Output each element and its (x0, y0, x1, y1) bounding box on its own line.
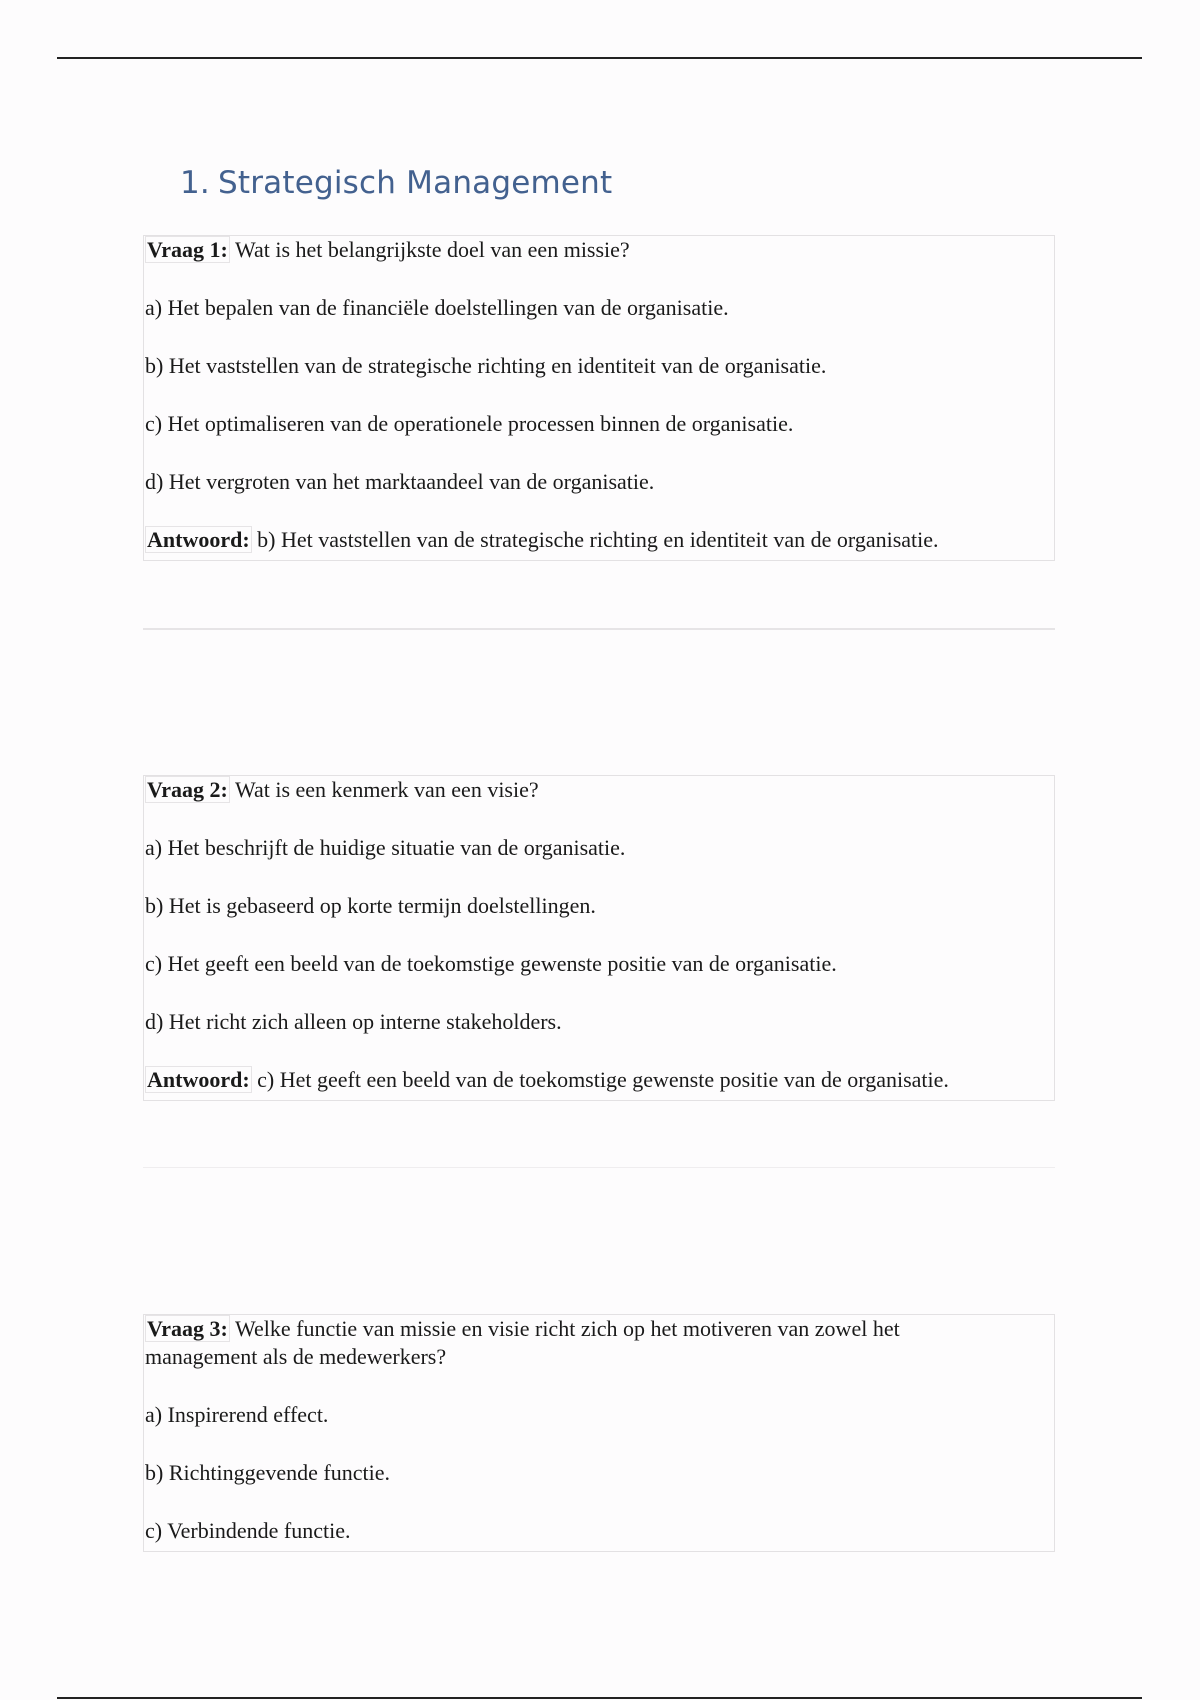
question-2-answer-label: Antwoord: (147, 1067, 250, 1092)
header-rule (57, 57, 1142, 59)
question-3-box (143, 1314, 1055, 1552)
question-2-label: Vraag 2: (147, 777, 228, 802)
section-heading (180, 165, 612, 201)
separator (143, 1167, 1055, 1168)
question-3-option-b: b) Richtinggevende functie. (145, 1460, 390, 1485)
question-1-option-d: d) Het vergroten van het marktaandeel van de organisatie. (145, 469, 655, 494)
question-2-answer (145, 1066, 1054, 1094)
question-1-option-b: b) Het vaststellen van de strategische richting en identiteit van de organisatie. (145, 353, 827, 378)
separator (143, 628, 1055, 630)
section-title: Strategisch Management (217, 165, 613, 201)
question-2-option-b: b) Het is gebaseerd op korte termijn doelstellingen. (145, 893, 596, 918)
question-2-option-c: c) Het geeft een beeld van de toekomstige gewenste positie van de organisatie. (145, 951, 837, 976)
question-1-option-c: c) Het optimaliseren van de operationele processen binnen de organisatie. (145, 411, 794, 436)
question-3-option-c: c) Verbindende functie. (145, 1518, 351, 1543)
footer-rule (57, 1697, 1142, 1699)
question-1-answer-label: Antwoord: (147, 527, 250, 552)
section-number: 1. (180, 165, 210, 201)
question-2-answer-text: c) Het geeft een beeld van de toekomstige gewenste positie van de organisatie. (257, 1067, 949, 1092)
question-1-box (143, 235, 1055, 561)
question-1-label: Vraag 1: (147, 237, 228, 262)
question-1-answer-text: b) Het vaststellen van de strategische richting en identiteit van de organisatie. (257, 527, 939, 552)
question-1-text: Wat is het belangrijkste doel van een missie? (234, 237, 630, 262)
question-3-text: Welke functie van missie en visie richt zich op het motiveren van zowel het management als de medewerkers? (145, 1316, 900, 1369)
question-3-option-a: a) Inspirerend effect. (145, 1402, 329, 1427)
question-2-prompt (145, 776, 1054, 804)
question-3-label: Vraag 3: (147, 1316, 228, 1341)
question-2-text: Wat is een kenmerk van een visie? (234, 777, 539, 802)
question-1-answer (145, 526, 1054, 554)
question-1-prompt (145, 236, 1054, 264)
question-1-option-a: a) Het bepalen van de financiële doelstellingen van de organisatie. (145, 295, 729, 320)
question-2-option-d: d) Het richt zich alleen op interne stakeholders. (145, 1009, 562, 1034)
question-2-box (143, 775, 1055, 1101)
question-2-option-a: a) Het beschrijft de huidige situatie van de organisatie. (145, 835, 626, 860)
question-3-prompt (145, 1315, 1054, 1371)
